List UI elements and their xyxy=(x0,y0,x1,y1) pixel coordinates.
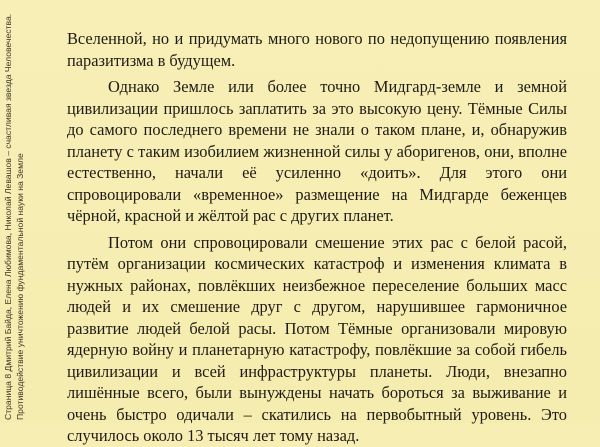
side-caption-line-2: Противодействие уничтожению фундаментальной науки на Земле xyxy=(15,153,25,420)
paragraph: Вселенной, но и придумать много нового по недопущению появления паразитизма в будущем. xyxy=(67,29,567,70)
side-caption-line-1: Страница 8 Дмитрий Байда, Елена Любимова, Николай Левашов – счастливая звезда Человечества. xyxy=(3,13,13,420)
paragraph: Потом они спровоцировали смешение этих рас с белой расой, путём организации космических катастроф и изменения климата в нужных районах, повлёкших неизбежное переселение больших масс людей и их смешение друг с другом, нарушившее гармоничное развитие людей белой расы. Потом Тёмные организовали мировую ядерную войну и планетарную катастрофу, повлёкшие за собой гибель цивилизации и всей инфраструктуры планеты. Люди, внезапно лишённые всего, были вынуждены начать бороться за выживание и очень быстро одичали – скатились на первобытный уровень. Это случилось около 13 тысяч лет тому назад. xyxy=(67,232,567,445)
paragraph: Однако Земле или более точно Мидгард-земле и земной цивилизации пришлось заплатить за это высокую цену. Тёмные Силы до самого последнего времени не знали о таком плане, и, обнаружив планету с таким изобилием жизненной силы у аборигенов, они, вполне естественно, начали её усиленно «доить». Для этого они спровоцировали «временное» размещение на Мидгарде беженцев чёрной, красной и жёлтой рас с других планет. xyxy=(67,77,567,225)
side-caption xyxy=(2,13,48,420)
body-text xyxy=(67,28,567,447)
